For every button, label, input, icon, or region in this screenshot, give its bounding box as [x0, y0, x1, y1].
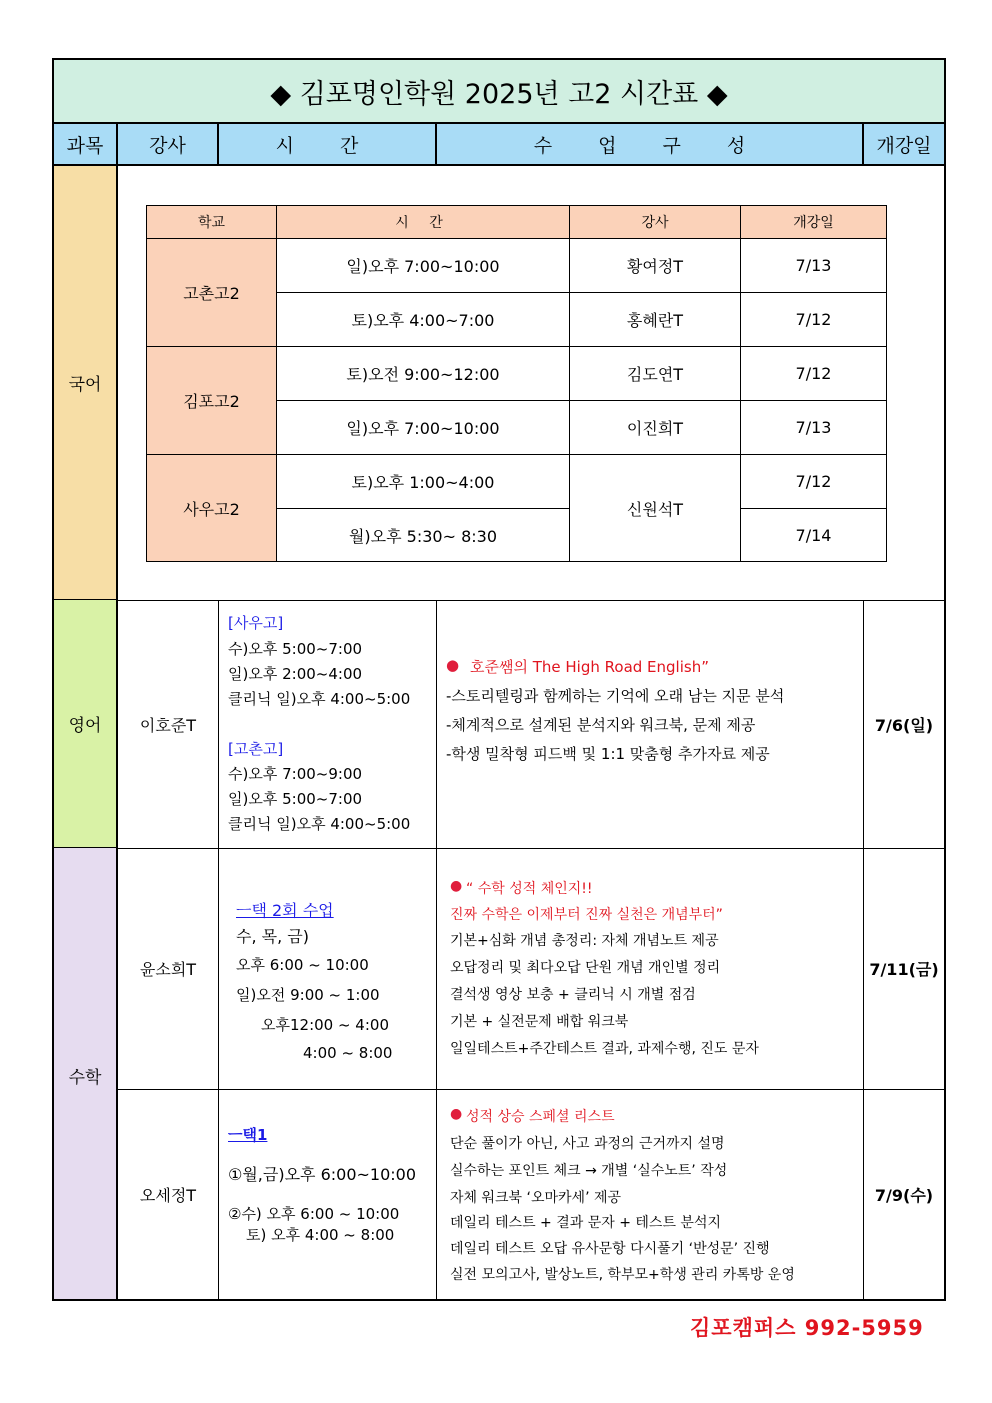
- subject-english: 영어: [54, 600, 118, 848]
- english-content-line: -체계적으로 설계된 분석지와 워크북, 문제 제공: [446, 716, 756, 734]
- math1-schedule-line: 수, 목, 금): [236, 927, 309, 946]
- math2-schedule-line: ②수) 오후 6:00 ~ 10:00: [228, 1205, 400, 1223]
- math2-schedule-line: 토) 오후 4:00 ~ 8:00: [246, 1226, 395, 1244]
- math1-content-line: 기본+심화 개념 총정리: 자체 개념노트 제공: [450, 933, 719, 949]
- english-schedule-line: 수)오후 5:00~7:00: [228, 640, 363, 658]
- korean-time: 토)오후 1:00~4:00: [277, 455, 570, 509]
- korean-time: 토)오전 9:00~12:00: [277, 347, 570, 401]
- math-teacher-2: 오세정T: [139, 1185, 197, 1205]
- korean-time: 일)오후 7:00~10:00: [277, 401, 570, 455]
- math2-schedule-line: ①월,금)오후 6:00~10:00: [228, 1165, 417, 1184]
- header-content: 수 업 구 성: [437, 124, 864, 166]
- korean-col-teacher: 강사: [570, 206, 741, 239]
- english-schedule-line: 클리닉 일)오후 4:00~5:00: [228, 815, 411, 833]
- math-teacher-1: 윤소희T: [139, 960, 197, 979]
- math1-schedule-line: ㅡ택 2회 수업: [236, 901, 334, 920]
- red-bullet-icon: ●: [450, 1106, 463, 1122]
- math2-content-line: 데일리 테스트 오답 유사문항 다시풀기 ‘반성문’ 진행: [450, 1241, 770, 1257]
- korean-teacher: 이진희T: [570, 401, 741, 455]
- korean-table: [146, 205, 887, 562]
- english-content-title: 호준쌤의 The High Road English”: [470, 658, 709, 676]
- korean-start: 7/12: [741, 293, 886, 347]
- math2-content-line: 자체 워크북 ‘오마카세’ 제공: [450, 1190, 622, 1206]
- math1-schedule-line: 오후 6:00 ~ 10:00: [236, 956, 369, 974]
- english-schedule-line: [사우고]: [228, 614, 284, 632]
- math1-content-line: 결석생 영상 보충 + 클리닉 시 개별 점검: [450, 987, 696, 1003]
- header-start: 개강일: [864, 124, 944, 166]
- math1-content-line: 오답정리 및 최다오답 단원 개념 개인별 정리: [450, 960, 721, 976]
- korean-start: 7/13: [741, 239, 886, 293]
- korean-school: 고촌고2: [147, 239, 277, 347]
- math1-content-line: 일일테스트+주간테스트 결과, 과제수행, 진도 문자: [450, 1041, 759, 1057]
- header-subject: 과목: [54, 124, 118, 166]
- math2-schedule-line: ㅡ택1: [228, 1126, 268, 1144]
- header-teacher: 강사: [118, 124, 219, 166]
- math2-start: 7/9(수): [874, 1185, 934, 1205]
- math2-content-title: 성적 상승 스페셜 리스트: [466, 1109, 615, 1125]
- english-schedule-line: 일)오후 5:00~7:00: [228, 790, 363, 808]
- korean-col-school: 학교: [147, 206, 277, 239]
- korean-time: 토)오후 4:00~7:00: [277, 293, 570, 347]
- math1-schedule-line: 4:00 ~ 8:00: [303, 1044, 393, 1062]
- korean-teacher: 황여정T: [570, 239, 741, 293]
- red-bullet-icon: ●: [446, 656, 460, 674]
- red-bullet-icon: ●: [450, 878, 463, 894]
- korean-teacher: 김도연T: [570, 347, 741, 401]
- korean-teacher: 홍혜란T: [570, 293, 741, 347]
- korean-start: 7/14: [795, 525, 832, 545]
- timetable: [52, 58, 946, 1301]
- korean-col-start: 개강일: [741, 206, 886, 239]
- math1-schedule-line: 오후12:00 ~ 4:00: [261, 1016, 389, 1034]
- english-schedule-line: 일)오후 2:00~4:00: [228, 665, 363, 683]
- english-schedule-line: 수)오후 7:00~9:00: [228, 765, 363, 783]
- korean-school: 김포고2: [147, 347, 277, 455]
- page-title: ◆ 김포명인학원 2025년 고2 시간표 ◆: [54, 60, 944, 124]
- math1-start: 7/11(금): [869, 960, 939, 979]
- english-content-line: -학생 밀착형 피드백 및 1:1 맞춤형 추가자료 제공: [446, 745, 770, 763]
- math2-content-line: 단순 풀이가 아닌, 사고 과정의 근거까지 설명: [450, 1136, 725, 1152]
- korean-time: 월)오후 5:30~ 8:30: [277, 509, 570, 561]
- math2-content-line: 데일리 테스트 + 결과 문자 + 테스트 분석지: [450, 1215, 721, 1231]
- subject-math: 수학: [54, 848, 118, 1299]
- math2-content-line: 실수하는 포인트 체크 → 개별 ‘실수노트’ 작성: [450, 1163, 728, 1179]
- math1-content-line: 진짜 수학은 이제부터 진짜 실천은 개념부터”: [450, 907, 723, 923]
- english-content-line: -스토리텔링과 함께하는 기억에 오래 남는 지문 분석: [446, 687, 785, 705]
- english-schedule-line: [고촌고]: [228, 740, 284, 758]
- subject-korean: 국어: [54, 166, 118, 600]
- korean-col-time: 시 간: [277, 206, 570, 239]
- korean-start: 7/13: [741, 401, 886, 455]
- korean-school: 사우고2: [147, 455, 277, 561]
- header-time: 시 간: [219, 124, 437, 166]
- korean-teacher: 신원석T: [570, 455, 741, 561]
- korean-start: 7/12: [741, 455, 886, 509]
- math2-content-line: 실전 모의고사, 발상노트, 학부모+학생 관리 카톡방 운영: [450, 1267, 795, 1283]
- english-schedule-line: 클리닉 일)오후 4:00~5:00: [228, 690, 411, 708]
- english-teacher: 이호준T: [139, 715, 197, 735]
- math1-schedule-line: 일)오전 9:00 ~ 1:00: [236, 986, 380, 1004]
- korean-time: 일)오후 7:00~10:00: [277, 239, 570, 293]
- english-start: 7/6(일): [874, 715, 934, 735]
- math1-content-title: “ 수학 성적 체인지!!: [466, 881, 593, 897]
- korean-start: 7/12: [741, 347, 886, 401]
- math1-content-line: 기본 + 실전문제 배합 워크북: [450, 1014, 629, 1030]
- campus-phone: 김포캠퍼스 992-5959: [690, 1316, 924, 1340]
